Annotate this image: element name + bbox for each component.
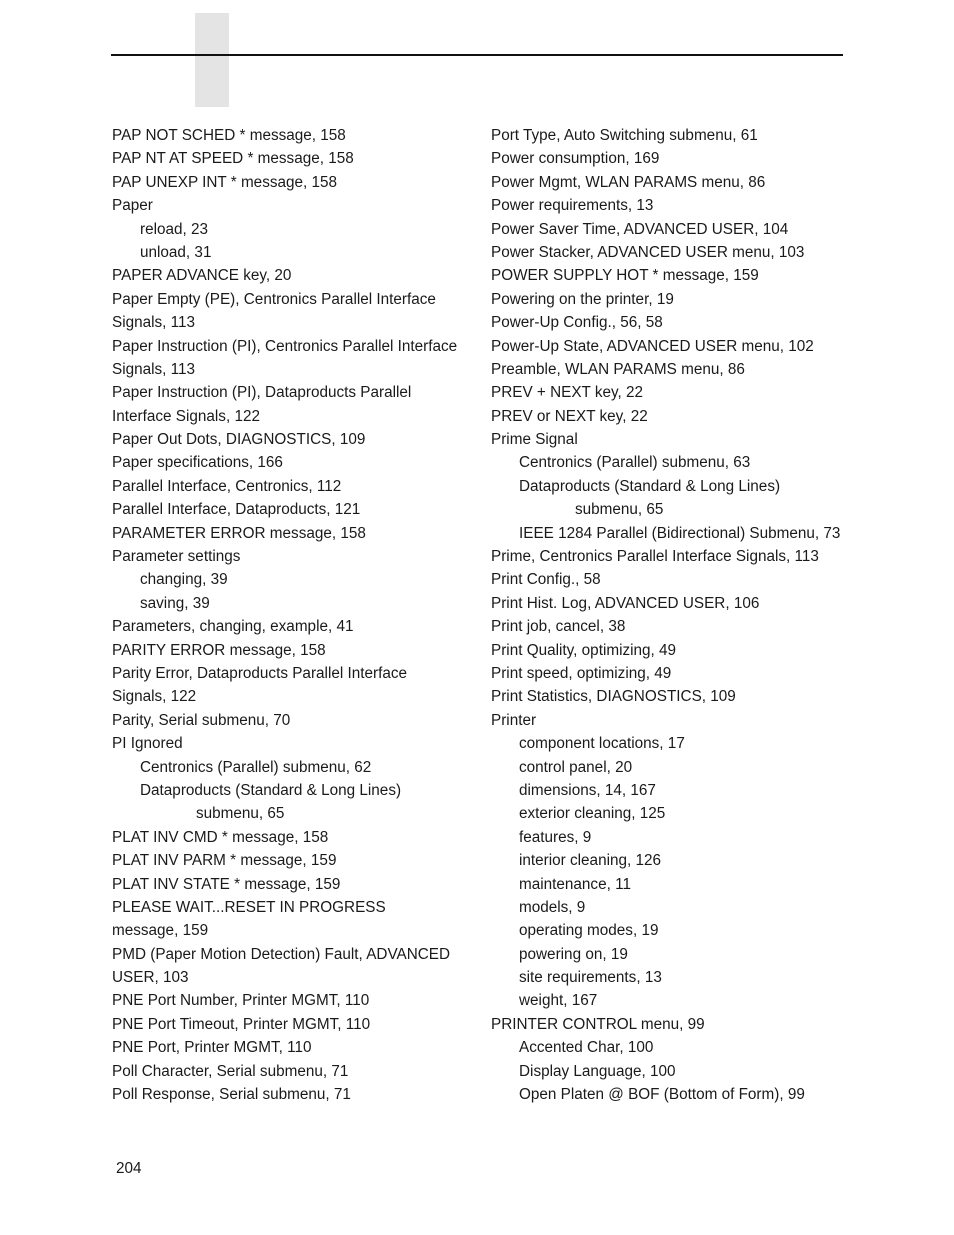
index-entry: PNE Port Timeout, Printer MGMT, 110 — [112, 1015, 371, 1033]
index-subentry: unload, 31 — [140, 243, 212, 261]
index-entry: PNE Port Number, Printer MGMT, 110 — [112, 992, 370, 1010]
index-entry: Power consumption, 169 — [491, 150, 660, 168]
index-subentry: exterior cleaning, 125 — [519, 805, 666, 823]
index-entry: USER, 103 — [112, 969, 189, 987]
index-entry: Prime Signal — [491, 431, 578, 449]
index-column-left — [112, 124, 482, 1106]
index-entry: PMD (Paper Motion Detection) Fault, ADVANCED — [112, 945, 451, 963]
index-subentry: Dataproducts (Standard & Long Lines) — [140, 781, 402, 799]
index-entry: Print Statistics, DIAGNOSTICS, 109 — [491, 688, 736, 706]
index-subentry: models, 9 — [519, 898, 586, 916]
index-entry: Parameter settings — [112, 548, 241, 566]
index-subentry: Dataproducts (Standard & Long Lines) — [519, 477, 781, 495]
index-entry: PRINTER CONTROL menu, 99 — [491, 1015, 705, 1033]
index-entry: Power Stacker, ADVANCED USER menu, 103 — [491, 243, 805, 261]
index-entry: PLAT INV PARM * message, 159 — [112, 852, 337, 870]
index-subentry: Display Language, 100 — [519, 1062, 676, 1080]
index-entry: Parallel Interface, Dataproducts, 121 — [112, 501, 361, 519]
index-entry: Print Quality, optimizing, 49 — [491, 641, 677, 659]
index-entry: Poll Character, Serial submenu, 71 — [112, 1062, 349, 1080]
header-rule — [111, 54, 843, 56]
index-entry: Printer — [491, 711, 537, 729]
index-subentry: powering on, 19 — [519, 945, 628, 963]
index-entry: PI Ignored — [112, 735, 183, 753]
index-subentry: reload, 23 — [140, 220, 209, 238]
index-entry: Parity, Serial submenu, 70 — [112, 711, 291, 729]
index-entry: Print Hist. Log, ADVANCED USER, 106 — [491, 594, 760, 612]
index-entry: Parallel Interface, Centronics, 112 — [112, 477, 342, 495]
index-subentry: Open Platen @ BOF (Bottom of Form), 99 — [519, 1086, 805, 1104]
index-entry: PLAT INV STATE * message, 159 — [112, 875, 341, 893]
index-entry: PLAT INV CMD * message, 158 — [112, 828, 329, 846]
index-entry: PREV + NEXT key, 22 — [491, 384, 644, 402]
index-entry: Port Type, Auto Switching submenu, 61 — [491, 127, 758, 144]
index-entry: Prime, Centronics Parallel Interface Signals, 113 — [491, 548, 819, 566]
index-entry: PLEASE WAIT...RESET IN PROGRESS — [112, 898, 386, 916]
index-entry: PAP NT AT SPEED * message, 158 — [112, 150, 354, 168]
index-entry: Paper specifications, 166 — [112, 454, 283, 472]
index-entry: Print job, cancel, 38 — [491, 618, 626, 636]
index-subentry: IEEE 1284 Parallel (Bidirectional) Submenu, 73 — [519, 524, 841, 542]
index-subentry: interior cleaning, 126 — [519, 852, 662, 870]
index-entry: Parity Error, Dataproducts Parallel Interface — [112, 664, 408, 682]
index-entry: Paper Out Dots, DIAGNOSTICS, 109 — [112, 431, 366, 449]
index-subentry: maintenance, 11 — [519, 875, 631, 893]
index-subentry: submenu, 65 — [196, 805, 285, 823]
index-subentry: Centronics (Parallel) submenu, 63 — [519, 454, 751, 472]
index-entry: Power-Up Config., 56, 58 — [491, 314, 663, 332]
index-entry: PAP UNEXP INT * message, 158 — [112, 173, 338, 191]
index-entry: POWER SUPPLY HOT * message, 159 — [491, 267, 759, 285]
index-subentry: site requirements, 13 — [519, 969, 662, 987]
index-subentry: Centronics (Parallel) submenu, 62 — [140, 758, 372, 776]
header-tab-block — [195, 13, 229, 107]
index-entry: Power requirements, 13 — [491, 197, 654, 215]
index-entry: Print speed, optimizing, 49 — [491, 664, 672, 682]
index-entry: Preamble, WLAN PARAMS menu, 86 — [491, 360, 745, 378]
index-subentry: operating modes, 19 — [519, 922, 659, 940]
index-entry: Parameters, changing, example, 41 — [112, 618, 354, 636]
index-entry: Signals, 113 — [112, 360, 196, 378]
index-entry: Signals, 113 — [112, 314, 196, 332]
page-number: 204 — [116, 1160, 142, 1177]
index-column-right — [491, 124, 851, 1106]
index-subentry: changing, 39 — [140, 571, 228, 589]
index-entry: Power Saver Time, ADVANCED USER, 104 — [491, 220, 789, 238]
index-subentry: Accented Char, 100 — [519, 1039, 654, 1057]
index-entry: Print Config., 58 — [491, 571, 601, 589]
index-subentry: saving, 39 — [140, 594, 210, 612]
index-entry: Paper — [112, 197, 153, 215]
index-entry: Poll Response, Serial submenu, 71 — [112, 1086, 351, 1104]
index-entry: PREV or NEXT key, 22 — [491, 407, 648, 425]
index-entry: Interface Signals, 122 — [112, 407, 260, 425]
index-entry: PAP NOT SCHED * message, 158 — [112, 127, 346, 144]
index-entry: Paper Instruction (PI), Dataproducts Parallel — [112, 384, 412, 402]
index-entry: Power-Up State, ADVANCED USER menu, 102 — [491, 337, 814, 355]
index-entry: PARITY ERROR message, 158 — [112, 641, 326, 659]
index-entry: message, 159 — [112, 922, 209, 940]
index-entry: PNE Port, Printer MGMT, 110 — [112, 1039, 312, 1057]
index-entry: Paper Empty (PE), Centronics Parallel Interface — [112, 290, 436, 308]
index-entry: Signals, 122 — [112, 688, 197, 706]
index-entry: Paper Instruction (PI), Centronics Parallel Interface — [112, 337, 458, 355]
index-subentry: control panel, 20 — [519, 758, 633, 776]
index-entry: PAPER ADVANCE key, 20 — [112, 267, 292, 285]
index-subentry: submenu, 65 — [575, 501, 664, 519]
index-subentry: weight, 167 — [519, 992, 598, 1010]
index-entry: Power Mgmt, WLAN PARAMS menu, 86 — [491, 173, 766, 191]
index-subentry: features, 9 — [519, 828, 592, 846]
index-subentry: dimensions, 14, 167 — [519, 781, 656, 799]
index-entry: PARAMETER ERROR message, 158 — [112, 524, 366, 542]
index-entry: Powering on the printer, 19 — [491, 290, 674, 308]
index-subentry: component locations, 17 — [519, 735, 685, 753]
